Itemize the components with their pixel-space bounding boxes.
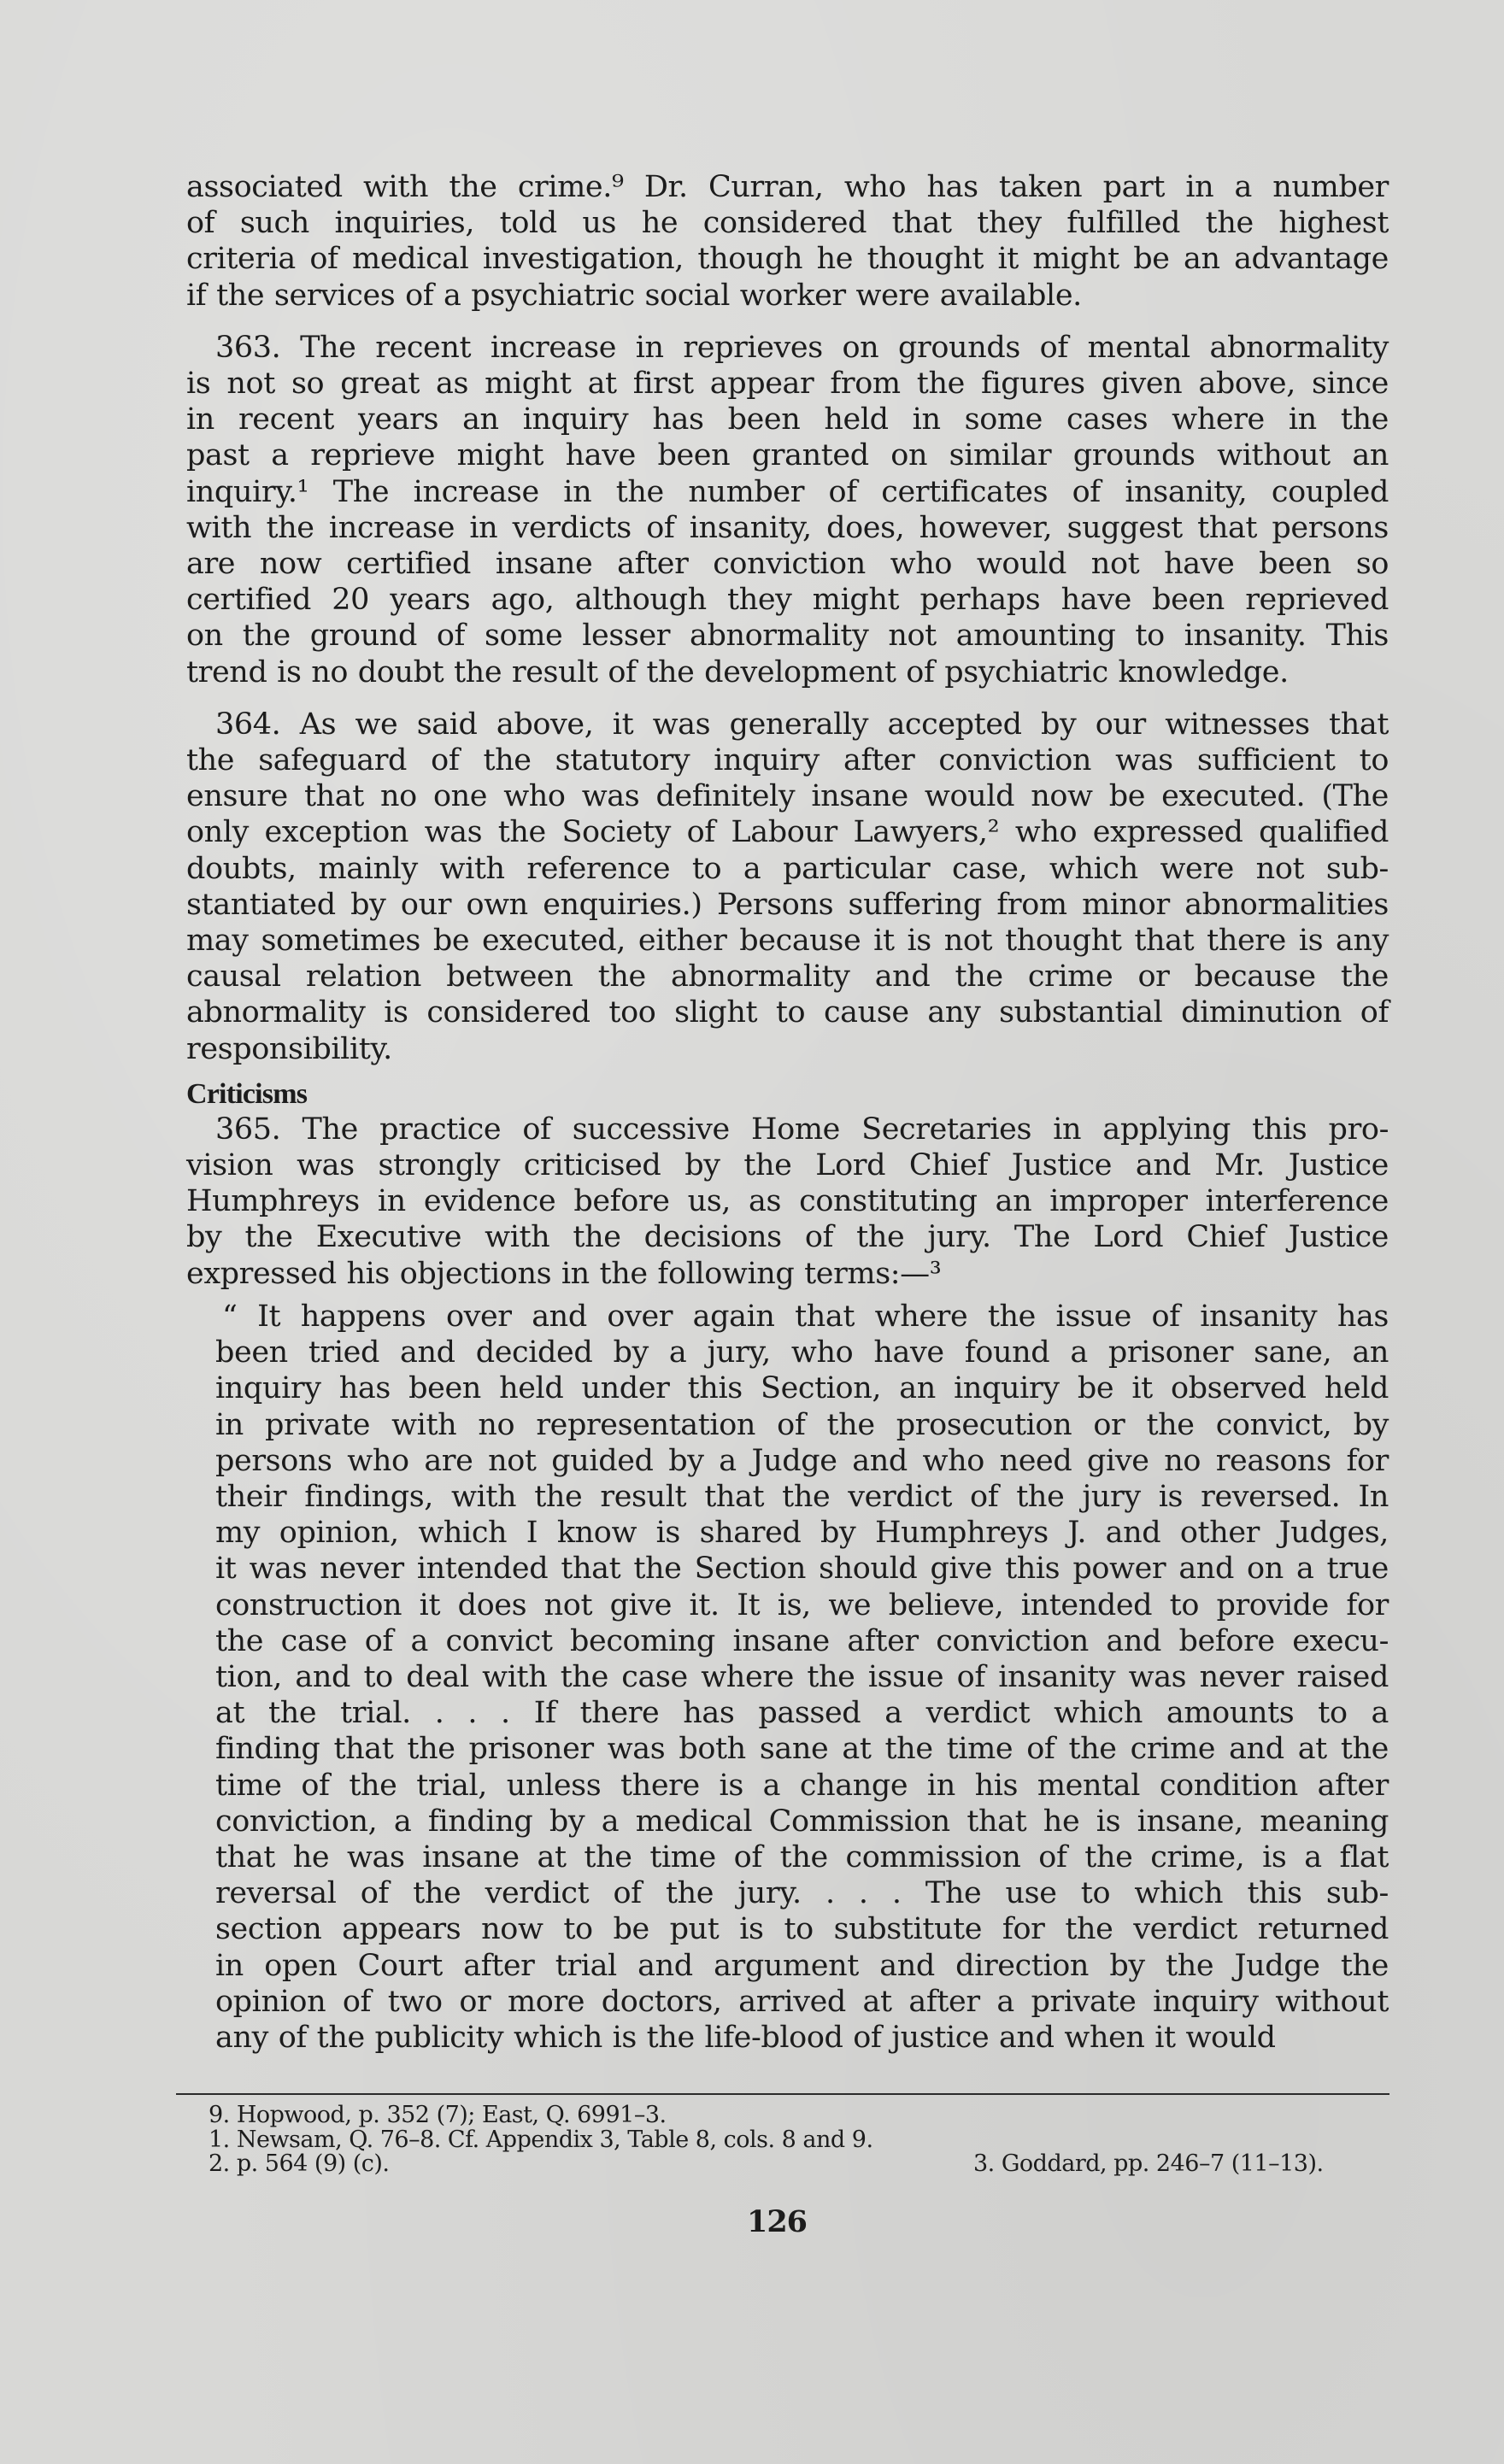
footnote-row (209, 2152, 1389, 2177)
text-line: my opinion, which I know is shared by Humphreys J. and other Judges, (215, 1516, 1389, 1551)
text-line: causal relation between the abnormality and the crime or because the (186, 959, 1389, 994)
text-line: inquiry.¹ The increase in the number of certificates of insanity, coupled (186, 474, 1389, 509)
text-line: persons who are not guided by a Judge and who need give no reasons for (215, 1443, 1389, 1478)
text-line: opinion of two or more doctors, arrived at after a private inquiry without (215, 1984, 1389, 2019)
text-line: 365. The practice of successive Home Secretaries in applying this pro- (215, 1112, 1389, 1147)
text-line: is not so great as might at first appear from the figures given above, since (186, 367, 1389, 402)
footnotes (209, 2103, 1389, 2177)
page-number: 126 (746, 2204, 808, 2239)
text-line: of such inquiries, told us he considered that they fulfilled the highest (186, 206, 1389, 241)
text-line: responsibility. (186, 1031, 392, 1066)
text-line: with the increase in verdicts of insanity, does, however, suggest that persons (186, 510, 1389, 545)
text-line: the safeguard of the statutory inquiry after conviction was sufficient to (186, 743, 1389, 778)
text-line: their findings, with the result that the verdict of the jury is reversed. In (215, 1479, 1389, 1514)
text-line: that he was insane at the time of the commission of the crime, is a flat (215, 1839, 1389, 1874)
text-line: any of the publicity which is the life-blood of justice and when it would (215, 2020, 1276, 2055)
text-line: stantiated by our own enquiries.) Persons suffering from minor abnormalities (186, 887, 1389, 922)
text-line: vision was strongly criticised by the Lord Chief Justice and Mr. Justice (186, 1148, 1389, 1183)
text-line: on the ground of some lesser abnormality not amounting to insanity. This (186, 619, 1389, 654)
footnote-2: 2. p. 564 (9) (c). (209, 2150, 390, 2177)
footnote-9: 9. Hopwood, p. 352 (7); East, Q. 6991–3. (209, 2102, 667, 2128)
paragraph-continuation (186, 169, 1389, 314)
text-line: at the trial. . . . If there has passed a verdict which amounts to a (215, 1696, 1389, 1731)
paragraph-363 (186, 330, 1389, 690)
text-line: the case of a convict becoming insane after conviction and before execu- (215, 1623, 1389, 1658)
paragraph-365 (186, 1112, 1389, 1292)
text-line: associated with the crime.⁹ Dr. Curran, who has taken part in a number (186, 170, 1389, 204)
paragraph-364 (186, 707, 1389, 1067)
text-line: inquiry has been held under this Section, an inquiry be it observed held (215, 1371, 1389, 1406)
text-line: if the services of a psychiatric social worker were available. (186, 278, 1082, 313)
block-quote (215, 1299, 1389, 2056)
text-line: may sometimes be executed, either because it is not thought that there is any (186, 924, 1389, 959)
text-line: in recent years an inquiry has been held in some cases where in the (186, 402, 1389, 437)
text-line: past a reprieve might have been granted on similar grounds without an (186, 438, 1389, 473)
text-line: “ It happens over and over again that where the issue of insanity has (222, 1299, 1389, 1334)
page-body (186, 169, 1389, 2056)
footnote-3: 3. Goddard, pp. 246–7 (11–13). (973, 2150, 1324, 2177)
text-line: conviction, a finding by a medical Commission that he is insane, meaning (215, 1804, 1389, 1839)
text-line: been tried and decided by a jury, who have found a prisoner sane, an (215, 1335, 1389, 1370)
text-line: section appears now to be put is to substitute for the verdict returned (215, 1912, 1389, 1947)
text-line: ensure that no one who was definitely insane would now be executed. (The (186, 779, 1389, 814)
text-line: only exception was the Society of Labour Lawyers,² who expressed qualified (186, 815, 1389, 850)
text-line: it was never intended that the Section should give this power and on a true (215, 1552, 1389, 1587)
text-line: criteria of medical investigation, though he thought it might be an advantage (186, 242, 1389, 277)
footnote-rule (176, 2093, 1389, 2095)
text-line: 364. As we said above, it was generally accepted by our witnesses that (215, 707, 1389, 742)
text-line: finding that the prisoner was both sane at the time of the crime and at the (215, 1732, 1389, 1767)
text-line: Humphreys in evidence before us, as constituting an improper interference (186, 1184, 1389, 1219)
text-line: doubts, mainly with reference to a particular case, which were not sub- (186, 851, 1389, 886)
text-line: construction it does not give it. It is, we believe, intended to provide for (215, 1587, 1389, 1622)
section-heading-criticisms: Criticisms (186, 1077, 308, 1110)
text-line: time of the trial, unless there is a change in his mental condition after (215, 1768, 1389, 1803)
text-line: 363. The recent increase in reprieves on grounds of mental abnormality (215, 330, 1389, 365)
text-line: in private with no representation of the prosecution or the convict, by (215, 1407, 1389, 1442)
text-line: expressed his objections in the following terms:—³ (186, 1256, 942, 1291)
text-line: in open Court after trial and argument and direction by the Judge the (215, 1948, 1389, 1983)
text-line: reversal of the verdict of the jury. . . . The use to which this sub- (215, 1876, 1389, 1911)
text-line: by the Executive with the decisions of the jury. The Lord Chief Justice (186, 1220, 1389, 1255)
text-line: tion, and to deal with the case where the issue of insanity was never raised (215, 1659, 1389, 1694)
footnote-1: 1. Newsam, Q. 76–8. Cf. Appendix 3, Table 8, cols. 8 and 9. (209, 2126, 873, 2153)
text-line: abnormality is considered too slight to cause any substantial diminution of (186, 995, 1389, 1030)
text-line: certified 20 years ago, although they might perhaps have been reprieved (186, 583, 1389, 618)
text-line: are now certified insane after conviction who would not have been so (186, 547, 1389, 582)
text-line: trend is no doubt the result of the development of psychiatric knowledge. (186, 654, 1289, 689)
